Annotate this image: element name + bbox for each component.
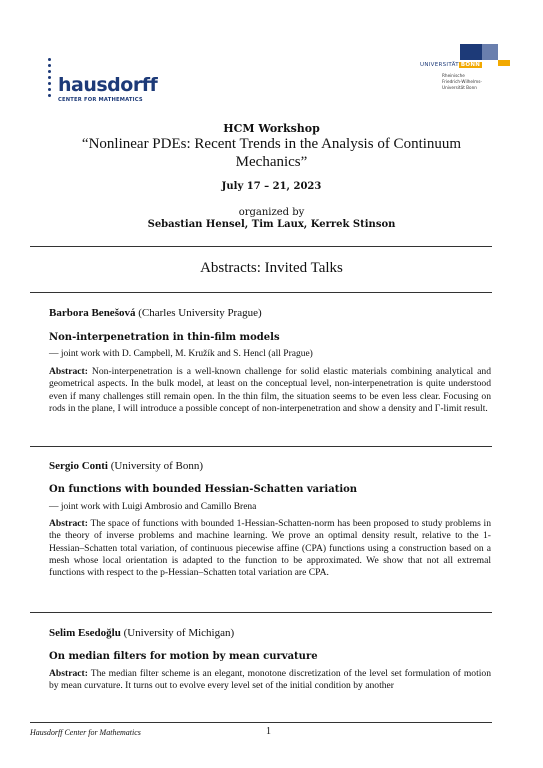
section-title: Abstracts: Invited Talks — [200, 260, 343, 276]
bonn-logo-line-1: Rheinische — [442, 73, 465, 78]
bonn-logo-line-3: Universität Bonn — [442, 85, 477, 90]
workshop-label: HCM Workshop — [223, 122, 320, 135]
talk-title: On median filters for motion by mean curvature — [49, 651, 318, 662]
abstract: Abstract: The median filter scheme is an elegant, monotone discretization of the level set formulation of motion by mean curvature. It turns out to evolve every level set of the initial condition by another — [49, 668, 491, 692]
speaker-affiliation: (University of Bonn) — [110, 460, 203, 472]
speaker-affiliation: (Charles University Prague) — [138, 307, 262, 319]
joint-work: — joint work with Luigi Ambrosio and Camillo Brena — [49, 502, 257, 512]
organizers: Sebastian Hensel, Tim Laux, Kerrek Stinson — [147, 219, 396, 230]
divider — [30, 246, 492, 247]
divider — [30, 446, 492, 447]
abstract: Abstract: Non-interpenetration is a well-known challenge for solid elastic materials combining analytical and geometrical aspects. In the bulk model, at least on the conceptual level, non-interpenetration is quite understood even if many challenges still remain open. In the thin film, the situation seems to be even less clear. Focusing on rods in the plane, I will introduce a possible concept of non-interpenetration and show a density and Γ-limit result. — [49, 366, 491, 414]
speaker-line — [49, 460, 203, 472]
speaker-name: Selim Esedoğlu — [49, 627, 121, 639]
hcm-logo-wordmark: hausdorff — [58, 74, 158, 96]
speaker-line — [49, 627, 234, 639]
speaker-line — [49, 307, 262, 319]
organized-by-label: organized by — [238, 207, 305, 218]
talk-title: On functions with bounded Hessian-Schatten variation — [49, 484, 358, 495]
workshop-date: July 17 – 21, 2023 — [221, 181, 322, 192]
speaker-name: Sergio Conti — [49, 460, 108, 472]
divider — [30, 612, 492, 613]
hausdorff-logo — [40, 52, 158, 103]
logo-dots — [48, 58, 54, 100]
abstract: Abstract: The space of functions with bounded 1-Hessian-Schatten-norm has been proposed to study problems in the theory of inverse problems and machine learning. We prove an optimal density result, relative to the 1-Hessian–Schatten total variation, of continuous piecewise affine (CPA) functions using a construction based on a mesh whose local orientation is adapted to the function to be approximated. We show that not all extremal functions with respect to the p-Hessian–Schatten total variation are CPA. — [49, 518, 491, 579]
bonn-logo-line-2: Friedrich-Wilhelms- — [442, 79, 482, 84]
joint-work: — joint work with D. Campbell, M. Kružík and S. Hencl (all Prague) — [49, 349, 313, 359]
page-number: 1 — [266, 726, 271, 737]
speaker-affiliation: (University of Michigan) — [123, 627, 235, 639]
divider — [30, 292, 492, 293]
workshop-title: “Nonlinear PDEs: Recent Trends in the Analysis of Continuum Mechanics” — [81, 136, 462, 170]
footer-divider — [30, 722, 492, 723]
hcm-logo-subtitle: CENTER FOR MATHEMATICS — [58, 97, 143, 103]
bonn-logo-name: UNIVERSITÄT BONN — [420, 62, 481, 68]
talk-title: Non-interpenetration in thin-film models — [49, 332, 280, 343]
university-bonn-logo — [420, 44, 510, 96]
speaker-name: Barbora Benešová — [49, 307, 136, 319]
footer-institution: Hausdorff Center for Mathematics — [30, 728, 141, 737]
